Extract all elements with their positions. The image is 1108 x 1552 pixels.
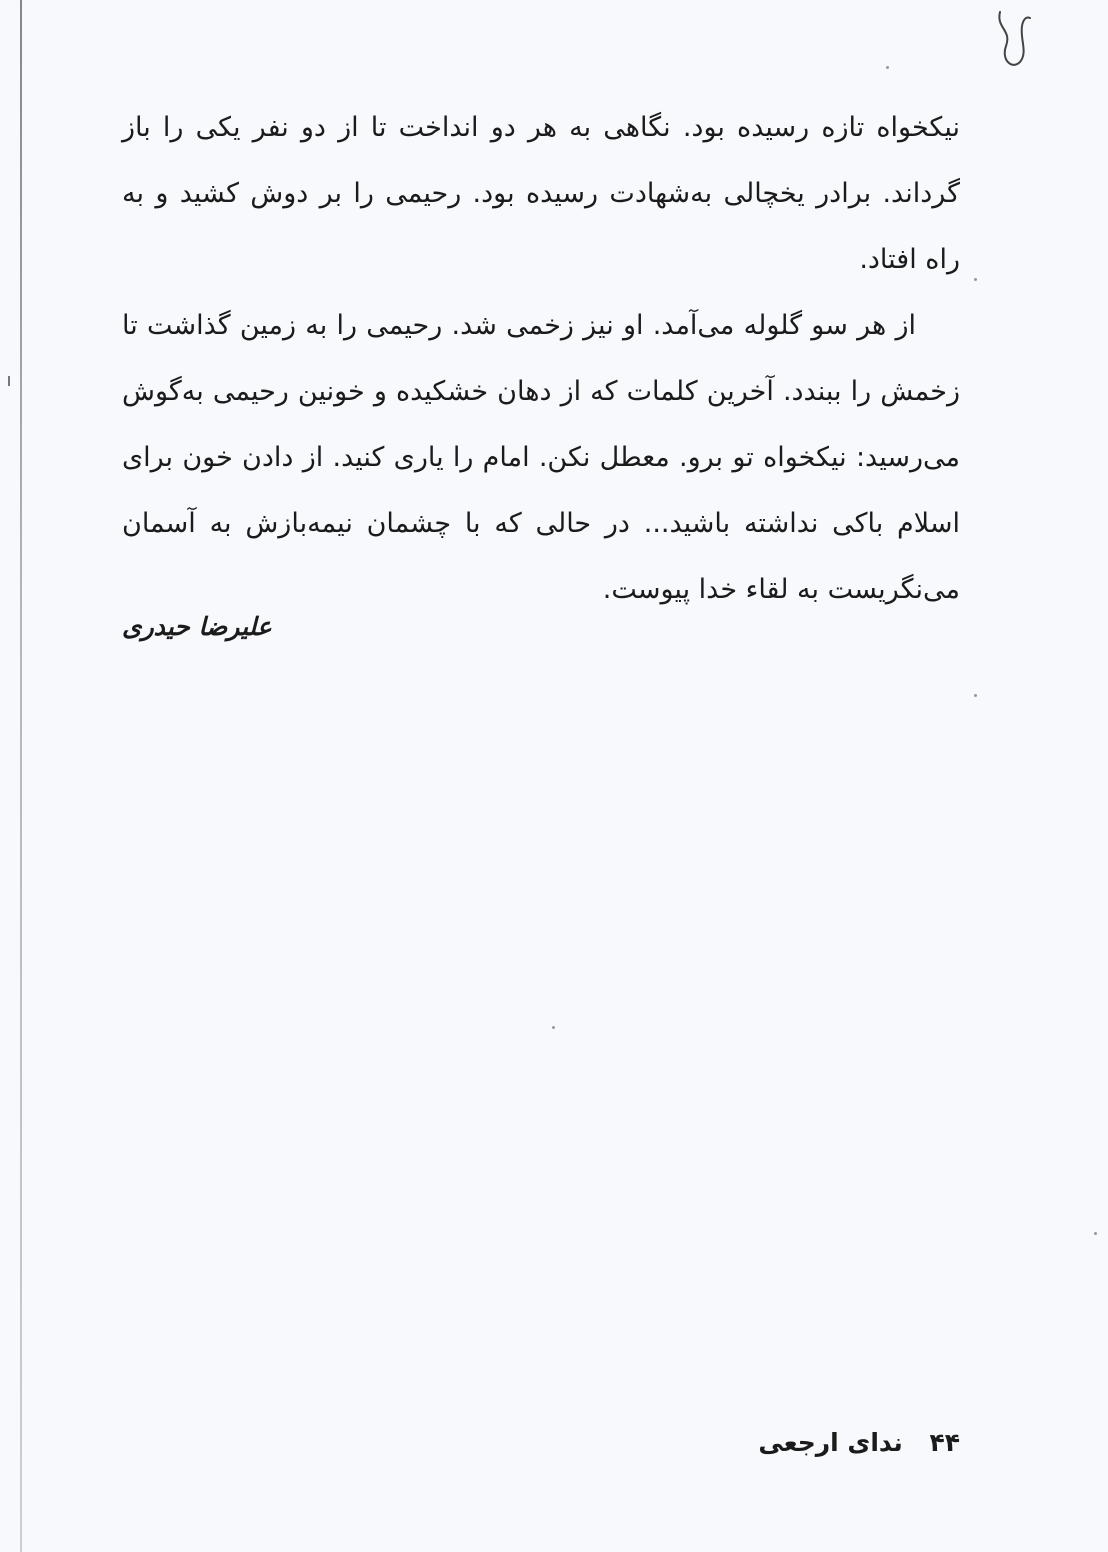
publication-title: ندای ارجعی bbox=[758, 1428, 903, 1457]
margin-mark bbox=[8, 376, 10, 386]
paper-speck bbox=[974, 694, 977, 697]
paper-speck bbox=[886, 66, 889, 69]
paper-speck bbox=[552, 1026, 555, 1029]
author-signature: علیرضا حیدری bbox=[122, 612, 272, 641]
handwritten-corner-mark-icon bbox=[986, 6, 1036, 76]
paragraph-2: از هر سو گلوله می‌آمد. او نیز زخمی شد. رحیمی را به زمین گذاشت تا زخمش را ببندد. آخرین کلمات که از دهان خشکیده و خونین رحیمی به‌گوش می‌رسید: نیکخواه تو برو. معطل نکن. امام را یاری کنید. از دادن خون برای اسلام باکی نداشته باشید... در حالی که با چشمان نیمه‌بازش به آسمان می‌نگریست به لقاء خدا پیوست. bbox=[122, 310, 960, 605]
paper-speck bbox=[974, 278, 977, 281]
page-footer bbox=[720, 1428, 960, 1457]
page-number: ۴۴ bbox=[929, 1428, 960, 1457]
scanned-page-edge bbox=[20, 0, 22, 1552]
paragraph-1: نیکخواه تازه رسیده بود. نگاهی به هر دو انداخت تا از دو نفر یکی را باز گرداند. برادر یخچالی به‌شهادت رسیده بود. رحیمی را بر دوش کشید و به راه افتاد. bbox=[122, 112, 960, 275]
article-body bbox=[122, 95, 960, 623]
paper-speck bbox=[1094, 1232, 1097, 1235]
